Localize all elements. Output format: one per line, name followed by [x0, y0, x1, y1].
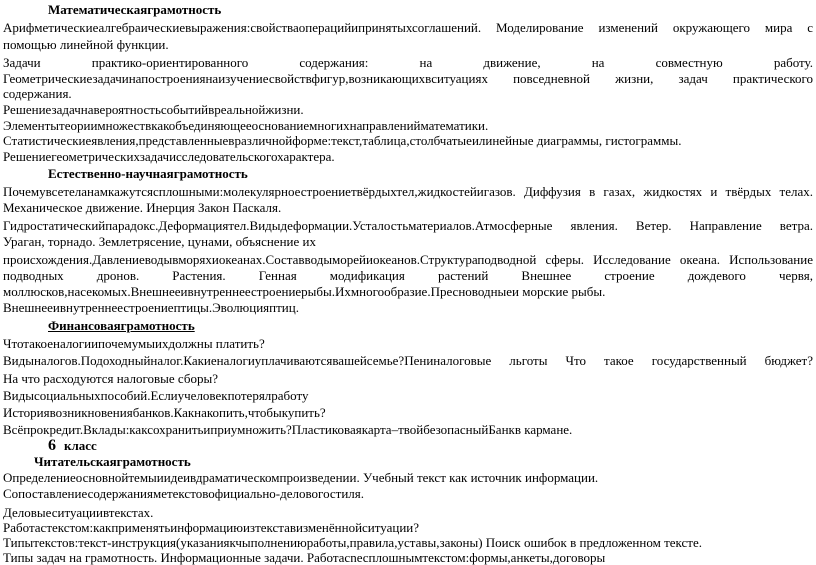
science-line-1: Почемувсетеланамкажутсясплошными:молекулярноестроениетвёрдыхтел,жидкостейигазов. Диффузия в газах, жидкостях и твёрдых телах. [3, 184, 813, 199]
math-line-1: Арифметическиеалгебраическиевыражения:свойстваоперацийипринятыхсоглашений. Моделирование изменений окружающего мира с [3, 20, 813, 35]
science-heading: Естественно-научнаяграмотность [48, 166, 248, 181]
math-line-6: Решениезадачнавероятностьсобытийвреальнойжизни. [3, 102, 304, 117]
math-heading: Математическаяграмотность [48, 2, 222, 17]
reading-line-3: Деловыеситуациивтекстах. [3, 505, 154, 520]
math-line-3: Задачи практико-ориентированного содержания: на движение, на совместную работу. [3, 55, 813, 70]
reading-line-5: Типытекстов:текст-инструкция(указаниякчыполнениюработы,правила,уставы,законы) Поиск ошибок в предложенном тексте. [3, 535, 702, 550]
reading-line-1: Определениеосновнойтемыиидеивдраматическомпроизведении. Учебный текст как источник информации. [3, 470, 599, 485]
science-line-7: моллюсков,насекомых.Внешнееивнутреннеестроениерыбы.Ихмногообразие.Пресноводныеи морские рыбы. [3, 284, 606, 299]
science-line-2: Механическое движение. Инерция Закон Паскаля. [3, 200, 282, 215]
finance-line-2: Видыналогов.Подоходныйналог.Какиеналогиуплачиваютсявашейсемье?Пениналоговые льготы Что такое государственный бюджет? [3, 353, 813, 368]
math-line-8: Статистическиеявления,представленныевразличнойформе:текст,таблица,столбчатыеилинейные диаграммы, гистограммы. [3, 133, 682, 148]
science-line-3: Гидростатическийпарадокс.Деформациятел.Видыдеформации.Усталостьматериалов.Атмосферные явления. Ветер. Направление ветра. [3, 218, 813, 233]
reading-line-4: Работастекстом:какприменятьинформациюизтекставизменённойситуации? [3, 520, 420, 535]
math-line-7: Элементытеориимножествкакобъединяющееоснованиемногихнаправленийматематики. [3, 118, 489, 133]
grade-heading [48, 438, 97, 453]
math-line-4: Геометрическиезадачинапостроениянаизучениесвойствфигур,возникающихвситуациях повседневной жизни, задач практического [3, 71, 813, 86]
finance-line-3: На что расходуются налоговые сборы? [3, 371, 218, 386]
reading-line-2: Сопоставлениесодержанияметекстовофициально-деловогостиля. [3, 486, 365, 501]
grade-label: класс [64, 438, 97, 453]
finance-line-5: Историявозникновениябанков.Какнакопить,чтобыкупить? [3, 405, 326, 420]
finance-line-6: Всёпрокредит.Вклады:каксохранитьиприумножить?Пластиковаякарта–твойбезопасныйБанкв кармане. [3, 422, 573, 437]
finance-line-4: Видысоциальныхпособий.Еслиучеловекпотерялработу [3, 388, 309, 403]
grade-number: 6 [48, 437, 56, 454]
finance-heading: Финансоваяграмотность [48, 318, 195, 333]
finance-line-1: Чтотакоеналогиипочемумыихдолжны платить? [3, 336, 265, 351]
math-line-9: Решениегеометрическихзадачисследовательскогохарактера. [3, 149, 335, 164]
math-line-2: помощью линейной функции. [3, 37, 169, 52]
science-line-4: Ураган, торнадо. Землетрясение, цунами, объяснение их [3, 234, 316, 249]
science-line-8: Внешнееивнутреннеестроениептицы.Эволюцияптиц. [3, 300, 299, 315]
reading-heading: Читательскаяграмотность [34, 454, 191, 469]
reading-line-6: Типы задач на грамотность. Информационные задачи. Работасnесплошнымтекстом:формы,анкеты,договоры [3, 550, 606, 565]
science-line-6: подводных дронов. Растения. Генная модификация растений Внешнее строение дождевого червя, [3, 268, 813, 283]
science-line-5: происхождения.Давлениеводывморяхиокеанах.Составводыморейиокеанов.Структураподводной сферы. Исследование океана. Использование [3, 252, 813, 267]
math-line-5: содержания. [3, 86, 72, 101]
